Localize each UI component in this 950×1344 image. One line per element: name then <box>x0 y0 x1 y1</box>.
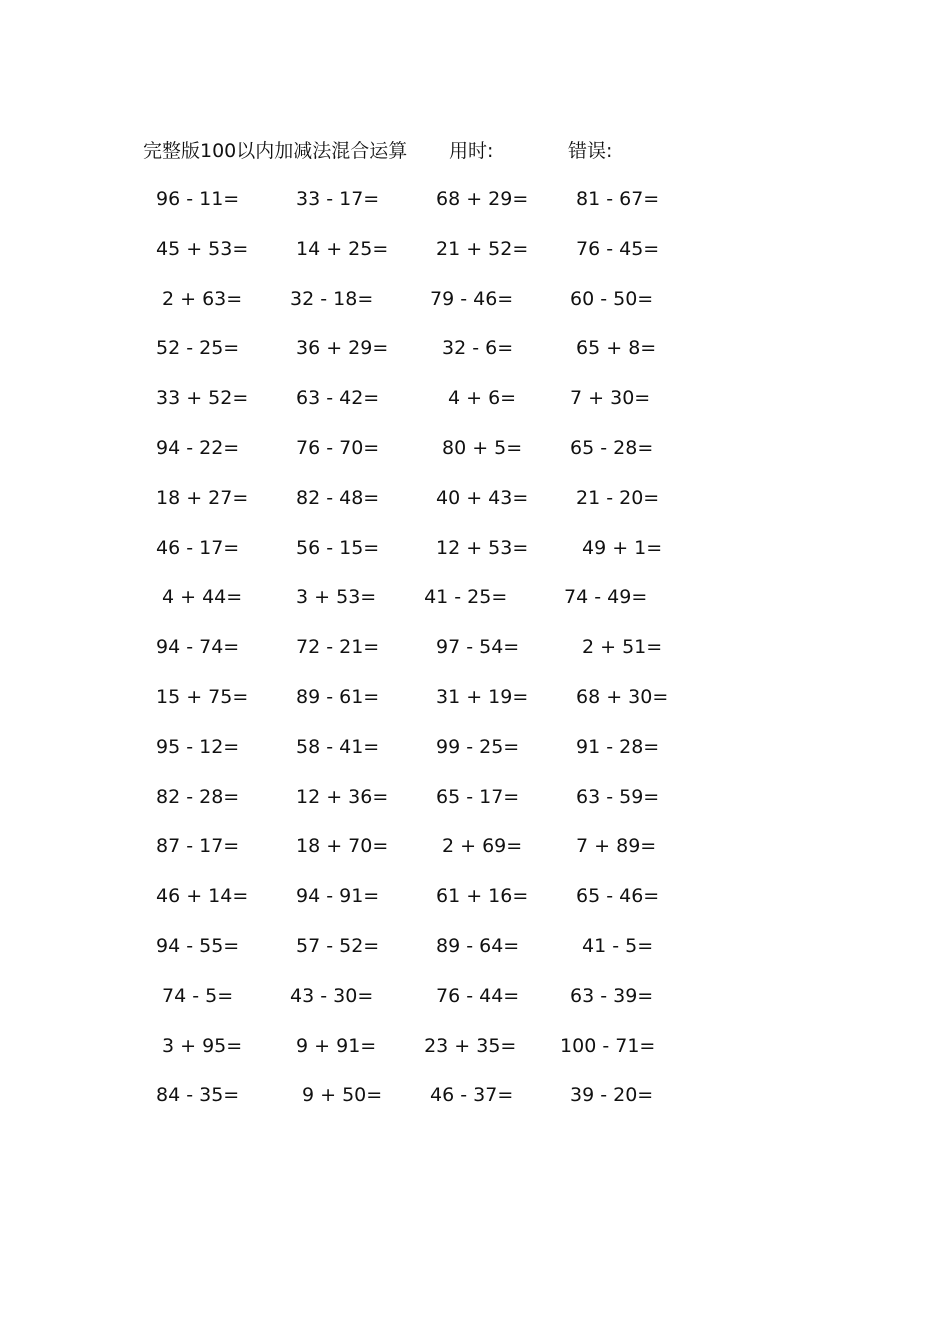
problem-row <box>140 534 700 584</box>
problem-item: 100 - 71= <box>560 1034 656 1057</box>
problem-item: 49 + 1= <box>582 536 663 559</box>
problem-item: 82 - 48= <box>296 486 380 509</box>
problem-item: 52 - 25= <box>156 337 240 360</box>
problem-row <box>140 832 700 882</box>
problem-item: 94 - 55= <box>156 934 240 957</box>
problem-item: 4 + 6= <box>448 387 517 410</box>
problem-item: 89 - 61= <box>296 685 380 708</box>
problem-item: 46 - 17= <box>156 536 240 559</box>
problem-item: 94 - 74= <box>156 636 240 659</box>
problem-item: 33 + 52= <box>156 387 249 410</box>
problem-item: 2 + 63= <box>162 287 243 310</box>
problem-item: 81 - 67= <box>576 188 660 210</box>
problem-item: 21 + 52= <box>436 237 529 260</box>
problem-item: 56 - 15= <box>296 536 380 559</box>
problem-item: 76 - 70= <box>296 436 380 459</box>
problem-item: 82 - 28= <box>156 785 240 808</box>
problem-item: 2 + 51= <box>582 636 663 659</box>
problem-item: 15 + 75= <box>156 685 249 708</box>
problem-item: 9 + 50= <box>302 1084 383 1107</box>
problem-item: 76 - 45= <box>576 237 660 260</box>
problem-item: 43 - 30= <box>290 984 374 1007</box>
problem-row <box>140 633 700 683</box>
problem-item: 68 + 29= <box>436 188 529 210</box>
problem-item: 74 - 5= <box>162 984 234 1007</box>
problem-item: 7 + 89= <box>576 835 657 858</box>
problem-item: 87 - 17= <box>156 835 240 858</box>
problem-row <box>140 384 700 434</box>
problem-row <box>140 185 700 235</box>
problem-item: 57 - 52= <box>296 934 380 957</box>
problem-item: 21 - 20= <box>576 486 660 509</box>
problem-row <box>140 1032 700 1082</box>
problem-row <box>140 484 700 534</box>
problem-row <box>140 932 700 982</box>
problem-item: 65 + 8= <box>576 337 657 360</box>
problem-item: 91 - 28= <box>576 735 660 758</box>
problem-item: 84 - 35= <box>156 1084 240 1107</box>
problem-item: 18 + 70= <box>296 835 389 858</box>
error-count-label: 错误: <box>568 140 613 162</box>
problem-item: 63 - 42= <box>296 387 380 410</box>
problem-item: 41 - 5= <box>582 934 654 957</box>
problem-item: 65 - 17= <box>436 785 520 808</box>
problem-item: 36 + 29= <box>296 337 389 360</box>
problem-item: 12 + 36= <box>296 785 389 808</box>
problem-item: 80 + 5= <box>442 436 523 459</box>
problem-item: 96 - 11= <box>156 188 240 210</box>
problem-row <box>140 434 700 484</box>
problem-row <box>140 882 700 932</box>
problem-item: 32 - 18= <box>290 287 374 310</box>
problem-row <box>140 583 700 633</box>
worksheet-title: 完整版100以内加减法混合运算 <box>143 140 408 162</box>
problem-item: 40 + 43= <box>436 486 529 509</box>
problem-row <box>140 1081 700 1131</box>
problem-row <box>140 982 700 1032</box>
problem-item: 41 - 25= <box>424 586 508 609</box>
problem-item: 76 - 44= <box>436 984 520 1007</box>
problem-item: 32 - 6= <box>442 337 514 360</box>
problem-item: 33 - 17= <box>296 188 380 210</box>
problem-grid <box>140 185 700 1131</box>
problem-item: 72 - 21= <box>296 636 380 659</box>
problem-item: 61 + 16= <box>436 885 529 908</box>
problem-item: 31 + 19= <box>436 685 529 708</box>
problem-item: 4 + 44= <box>162 586 243 609</box>
problem-item: 60 - 50= <box>570 287 654 310</box>
problem-item: 12 + 53= <box>436 536 529 559</box>
problem-item: 63 - 59= <box>576 785 660 808</box>
problem-item: 89 - 64= <box>436 934 520 957</box>
problem-item: 3 + 95= <box>162 1034 243 1057</box>
problem-item: 74 - 49= <box>564 586 648 609</box>
problem-item: 46 + 14= <box>156 885 249 908</box>
problem-item: 97 - 54= <box>436 636 520 659</box>
problem-row <box>140 733 700 783</box>
problem-item: 7 + 30= <box>570 387 651 410</box>
problem-row <box>140 235 700 285</box>
problem-item: 39 - 20= <box>570 1084 654 1107</box>
problem-item: 99 - 25= <box>436 735 520 758</box>
problem-row <box>140 334 700 384</box>
problem-item: 2 + 69= <box>442 835 523 858</box>
problem-item: 58 - 41= <box>296 735 380 758</box>
problem-item: 45 + 53= <box>156 237 249 260</box>
problem-row <box>140 783 700 833</box>
time-used-label: 用时: <box>449 140 494 162</box>
problem-item: 46 - 37= <box>430 1084 514 1107</box>
problem-item: 23 + 35= <box>424 1034 517 1057</box>
problem-item: 9 + 91= <box>296 1034 377 1057</box>
problem-item: 65 - 46= <box>576 885 660 908</box>
problem-row <box>140 285 700 335</box>
problem-item: 95 - 12= <box>156 735 240 758</box>
problem-item: 94 - 22= <box>156 436 240 459</box>
problem-item: 18 + 27= <box>156 486 249 509</box>
problem-item: 3 + 53= <box>296 586 377 609</box>
problem-item: 65 - 28= <box>570 436 654 459</box>
problem-item: 79 - 46= <box>430 287 514 310</box>
problem-item: 68 + 30= <box>576 685 669 708</box>
problem-item: 14 + 25= <box>296 237 389 260</box>
problem-row <box>140 683 700 733</box>
problem-item: 63 - 39= <box>570 984 654 1007</box>
problem-item: 94 - 91= <box>296 885 380 908</box>
